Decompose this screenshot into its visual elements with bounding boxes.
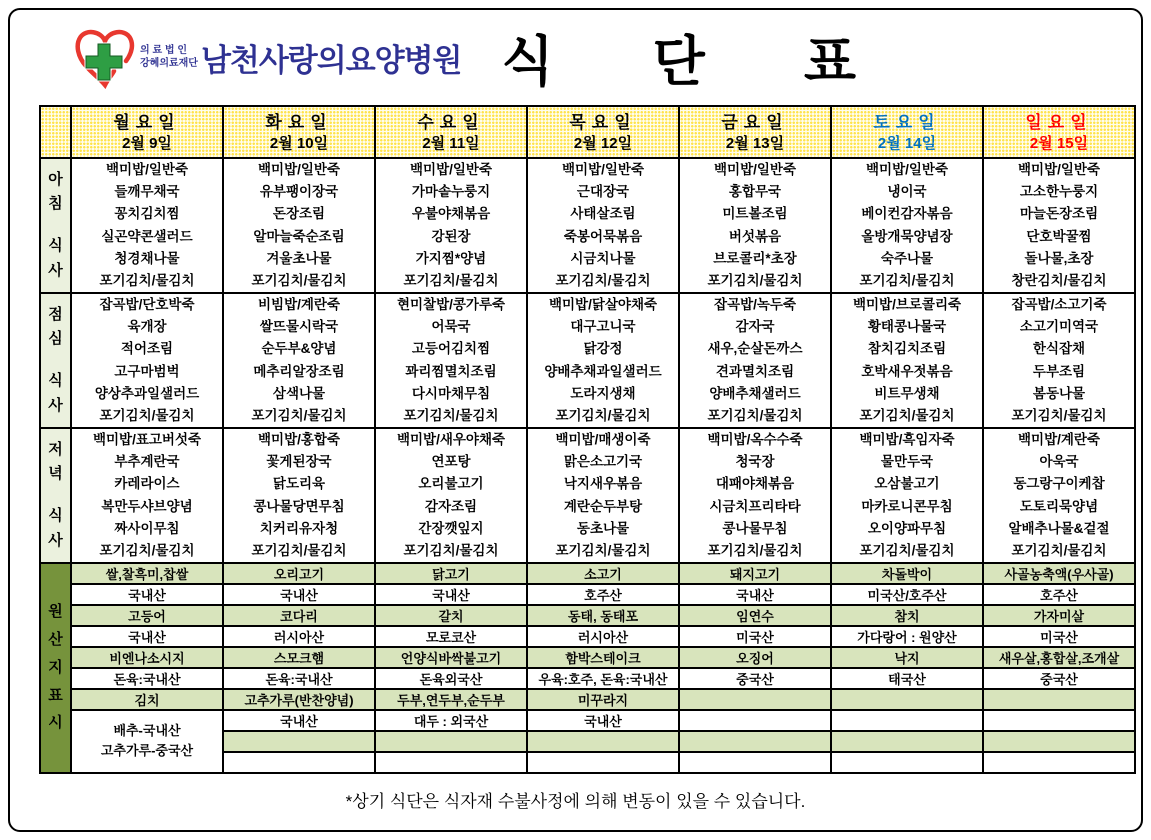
- meal-item: 어묵국: [431, 319, 471, 335]
- meal-label-chars: [41, 159, 70, 292]
- meal-item: 청경채나물: [114, 250, 180, 266]
- origin-merged-line: 배추-국내산: [113, 722, 181, 738]
- meal-item: 꽈리찜멸치조림: [405, 363, 497, 379]
- meal-item: 백미밥/일반죽: [1018, 162, 1100, 178]
- meal-menu-cell: [679, 293, 831, 428]
- meal-item: 시금치프리타타: [709, 498, 801, 514]
- origin-cell: 고추가루(반찬양념): [223, 689, 375, 710]
- meal-item: 잡곡밥/소고기죽: [1011, 297, 1107, 313]
- meal-label-group: [48, 234, 63, 284]
- meal-item: 견과멸치조림: [715, 363, 795, 379]
- meal-item: 백미밥/일반죽: [410, 162, 492, 178]
- day-header-cell: [679, 106, 831, 158]
- meal-item: 포기김치/물김치: [403, 542, 499, 558]
- meal-item: 백미밥/브로콜리죽: [852, 297, 962, 313]
- origin-cell: 코다리: [223, 605, 375, 626]
- meal-item: 청국장: [735, 454, 775, 470]
- origin-row: [40, 710, 1135, 731]
- page-header: [10, 10, 1141, 105]
- origin-merged-line: 고추가루-중국산: [100, 743, 194, 759]
- origin-merged-cell: [71, 710, 223, 773]
- meal-item: 황태콩나물국: [867, 319, 947, 335]
- day-name: 수요일: [417, 112, 485, 132]
- meal-item: 적어조림: [120, 341, 174, 357]
- origin-cell: 호주산: [983, 584, 1135, 605]
- meal-label-group: [48, 504, 63, 554]
- meal-item: 양상추과일샐러드: [94, 385, 200, 401]
- meal-label-group: [48, 168, 63, 218]
- meal-item: 소고기미역국: [1019, 319, 1099, 335]
- origin-cell: 참치: [831, 605, 983, 626]
- origin-cell: 차돌박이: [831, 563, 983, 584]
- meal-item: 맑은소고기국: [563, 454, 643, 470]
- meal-item: 포기김치/물김치: [859, 272, 955, 288]
- meal-item: 메추리알장조림: [253, 363, 345, 379]
- origin-cell: [375, 752, 527, 773]
- origin-cell: 비엔나소시지: [71, 647, 223, 668]
- meal-item: 비트무생채: [874, 385, 940, 401]
- day-header-row: [40, 106, 1135, 158]
- origin-cell: 동태, 동태포: [527, 605, 679, 626]
- meal-menu-cell: [679, 428, 831, 563]
- meal-item: 포기김치/물김치: [1011, 407, 1107, 423]
- meal-item: 대구고니국: [570, 319, 636, 335]
- meal-item: 가마솥누룽지: [411, 184, 491, 200]
- origin-cell: 쌀,찰흑미,찹쌀: [71, 563, 223, 584]
- origin-cell: 미꾸라지: [527, 689, 679, 710]
- meal-item: 백미밥/닭살야채죽: [548, 297, 658, 313]
- origin-cell: [831, 731, 983, 752]
- day-header-cell: [223, 106, 375, 158]
- origin-label-chars: [41, 598, 70, 737]
- meal-item: 새우,순살돈까스: [707, 341, 803, 357]
- meal-item: 포기김치/물김치: [555, 272, 651, 288]
- meal-item: 포기김치/물김치: [707, 272, 803, 288]
- day-date: 2월 10일: [269, 135, 329, 153]
- meal-item: 강된장: [431, 228, 471, 244]
- meal-item: 포기김치/물김치: [99, 542, 195, 558]
- meal-item: 포기김치/물김치: [859, 407, 955, 423]
- origin-cell: 중국산: [679, 668, 831, 689]
- meal-item: 카레라이스: [114, 476, 180, 492]
- meal-label-group: [48, 438, 63, 488]
- meal-item: 감자조림: [424, 498, 478, 514]
- meal-menu-cell: [983, 428, 1135, 563]
- meal-label-char: 사: [48, 261, 63, 279]
- origin-cell: [983, 689, 1135, 710]
- hospital-name: 남천사랑의요양병원: [200, 43, 462, 78]
- meal-item: 백미밥/일반죽: [714, 162, 796, 178]
- meal-item: 백미밥/일반죽: [258, 162, 340, 178]
- meal-label-group: [48, 303, 63, 353]
- day-name: 토요일: [873, 112, 941, 132]
- meal-menu-cell: [983, 158, 1135, 293]
- meal-item: 도토리묵양념: [1019, 498, 1099, 514]
- day-header-cell: [831, 106, 983, 158]
- day-date: 2월 9일: [122, 135, 172, 153]
- meal-item: 포기김치/물김치: [99, 407, 195, 423]
- meal-item: 백미밥/홍합죽: [258, 432, 340, 448]
- meal-menu-cell: [223, 158, 375, 293]
- day-date: 2월 14일: [877, 135, 937, 153]
- meal-item: 베이컨감자볶음: [861, 206, 953, 222]
- meal-item: 오리불고기: [418, 476, 484, 492]
- origin-label-char: 표: [48, 686, 63, 704]
- meal-item: 창란김치/물김치: [1011, 272, 1107, 288]
- day-header-cell: [527, 106, 679, 158]
- day-date: 2월 13일: [725, 135, 785, 153]
- meal-item: 포기김치/물김치: [555, 407, 651, 423]
- meal-item: 순두부&양념: [261, 341, 337, 357]
- meal-item: 닭도리육: [272, 476, 326, 492]
- meal-item: 백미밥/옥수수죽: [707, 432, 803, 448]
- meal-menu-cell: [831, 293, 983, 428]
- meal-item: 콩나물당면무침: [253, 498, 345, 514]
- meal-item: 백미밥/계란죽: [1018, 432, 1100, 448]
- meal-item: 포기김치/물김치: [403, 407, 499, 423]
- meal-row: [40, 428, 1135, 563]
- meal-item: 마늘돈장조림: [1019, 206, 1099, 222]
- meal-item: 간장깻잎지: [418, 520, 484, 536]
- meal-label-char: 침: [48, 195, 63, 213]
- origin-cell: 낙지: [831, 647, 983, 668]
- meal-item: 포기김치/물김치: [403, 272, 499, 288]
- origin-cell: [831, 689, 983, 710]
- meal-item: 한식잡채: [1032, 341, 1086, 357]
- origin-cell: [679, 710, 831, 731]
- origin-cell: 국내산: [223, 710, 375, 731]
- meal-menu-cell: [527, 293, 679, 428]
- meal-item: 가지찜*양념: [415, 250, 487, 266]
- meal-item: 다시마채무침: [411, 385, 491, 401]
- meal-menu-cell: [527, 158, 679, 293]
- meal-menu-cell: [71, 293, 223, 428]
- origin-row: [40, 626, 1135, 647]
- origin-cell: [223, 752, 375, 773]
- origin-cell: 우육:호주, 돈육:국내산: [527, 668, 679, 689]
- origin-row: [40, 605, 1135, 626]
- origin-cell: 국내산: [375, 584, 527, 605]
- meal-item: 마카로니콘무침: [861, 498, 953, 514]
- origin-row: [40, 584, 1135, 605]
- logo-org-line2: 강혜의료재단: [140, 57, 198, 69]
- meal-item: 백미밥/일반죽: [562, 162, 644, 178]
- footer-note: *상기 식단은 식자재 수불사정에 의해 변동이 있을 수 있습니다.: [345, 791, 806, 811]
- meal-label-group: [48, 369, 63, 419]
- meal-label-char: 식: [48, 237, 63, 254]
- meal-item: 비빔밥/계란죽: [258, 297, 340, 313]
- meal-item: 포기김치/물김치: [555, 542, 651, 558]
- meal-item: 물만두국: [880, 454, 934, 470]
- origin-cell: 소고기: [527, 563, 679, 584]
- origin-cell: 돈육:국내산: [71, 668, 223, 689]
- meal-item: 대패야채볶음: [715, 476, 795, 492]
- origin-cell: [679, 731, 831, 752]
- meal-menu-cell: [831, 428, 983, 563]
- meal-menu-cell: [375, 158, 527, 293]
- meal-item: 호박새우젓볶음: [861, 363, 953, 379]
- meal-item: 양배추채샐러드: [709, 385, 801, 401]
- meal-item: 양배추채과일샐러드: [544, 363, 662, 379]
- meal-item: 현미찰밥/콩가루죽: [396, 297, 506, 313]
- meal-item: 참치김치조림: [867, 341, 947, 357]
- origin-cell: 중국산: [983, 668, 1135, 689]
- meal-item: 백미밥/표고버섯죽: [92, 432, 202, 448]
- meal-item: 단호박꿀찜: [1026, 228, 1092, 244]
- meal-item: 포기김치/물김치: [251, 407, 347, 423]
- meal-menu-cell: [527, 428, 679, 563]
- meal-item: 쌀뜨물시락국: [259, 319, 339, 335]
- meal-item: 미트볼조림: [722, 206, 788, 222]
- origin-cell: 태국산: [831, 668, 983, 689]
- day-header-cell: [983, 106, 1135, 158]
- meal-item: 복만두샤브양념: [101, 498, 193, 514]
- meal-item: 고구마범벅: [114, 363, 180, 379]
- origin-cell: 스모크햄: [223, 647, 375, 668]
- meal-menu-cell: [375, 293, 527, 428]
- day-date: 2월 11일: [422, 135, 480, 153]
- meal-item: 오이양파무침: [867, 520, 947, 536]
- meal-item: 돌나물,초장: [1024, 250, 1094, 266]
- origin-cell: 미국산/호주산: [831, 584, 983, 605]
- meal-item: 동초나물: [576, 520, 630, 536]
- meal-item: 닭강정: [583, 341, 623, 357]
- origin-label-char: 산: [48, 631, 63, 649]
- meal-item: 죽봉어묵볶음: [563, 228, 643, 244]
- day-date: 2월 12일: [573, 135, 633, 153]
- meal-item: 버섯볶음: [728, 228, 782, 244]
- day-name: 월요일: [113, 112, 181, 132]
- meal-menu-cell: [223, 293, 375, 428]
- meal-item: 잡곡밥/녹두죽: [714, 297, 796, 313]
- origin-cell: 오리고기: [223, 563, 375, 584]
- meal-item: 봄동나물: [1032, 385, 1086, 401]
- day-header-cell: [71, 106, 223, 158]
- day-name: 화요일: [265, 112, 333, 132]
- meal-plan-table: [39, 105, 1136, 774]
- origin-label-char: 지: [48, 658, 63, 676]
- origin-cell: 함박스테이크: [527, 647, 679, 668]
- origin-cell: [983, 752, 1135, 773]
- meal-item: 꽃게된장국: [266, 454, 332, 470]
- meal-item: 포기김치/물김치: [251, 542, 347, 558]
- meal-item: 백미밥/새우야채죽: [396, 432, 506, 448]
- meal-section-label: [40, 158, 71, 293]
- meal-item: 들깨무채국: [114, 184, 180, 200]
- meal-row: [40, 293, 1135, 428]
- origin-cell: 새우살,홍합살,조개살: [983, 647, 1135, 668]
- origin-cell: 임연수: [679, 605, 831, 626]
- origin-cell: 러시아산: [223, 626, 375, 647]
- origin-cell: 돈육외국산: [375, 668, 527, 689]
- origin-section-label: [40, 563, 71, 773]
- meal-label-char: 사: [48, 531, 63, 549]
- meal-label-char: 아: [48, 170, 63, 188]
- origin-cell: 모로코산: [375, 626, 527, 647]
- meal-item: 잡곡밥/단호박죽: [99, 297, 195, 313]
- meal-section-label: [40, 428, 71, 563]
- meal-item: 삼색나물: [272, 385, 326, 401]
- origin-cell: 국내산: [679, 584, 831, 605]
- meal-item: 연포탕: [431, 454, 471, 470]
- meal-plan-page: [8, 8, 1143, 832]
- meal-menu-cell: [71, 428, 223, 563]
- logo-org-text: [140, 45, 198, 70]
- logo-org-line1: 의 료 법 인: [140, 45, 187, 56]
- origin-cell: 김치: [71, 689, 223, 710]
- heart-cross-logo-icon: [72, 27, 138, 89]
- meal-item: 낙지새우볶음: [563, 476, 643, 492]
- meal-item: 우불야채볶음: [411, 206, 491, 222]
- meal-item: 시금치나물: [570, 250, 636, 266]
- meal-label-chars: [41, 294, 70, 427]
- origin-cell: 닭고기: [375, 563, 527, 584]
- origin-cell: 국내산: [223, 584, 375, 605]
- day-name: 금요일: [721, 112, 789, 132]
- meal-item: 실곤약콘샐러드: [101, 228, 193, 244]
- day-date: 2월 15일: [1029, 135, 1089, 153]
- meal-item: 콩나물무침: [722, 520, 788, 536]
- meal-item: 사태살조림: [570, 206, 636, 222]
- origin-cell: 사골농축액(우사골): [983, 563, 1135, 584]
- origin-cell: 언양식바싹불고기: [375, 647, 527, 668]
- meal-label-char: 사: [48, 396, 63, 414]
- origin-cell: 갈치: [375, 605, 527, 626]
- origin-cell: [223, 731, 375, 752]
- meal-item: 유부팽이장국: [259, 184, 339, 200]
- meal-item: 계란순두부탕: [563, 498, 643, 514]
- meal-item: 백미밥/흑임자죽: [859, 432, 955, 448]
- day-header-cell: [375, 106, 527, 158]
- meal-item: 홍합무국: [728, 184, 782, 200]
- meal-item: 치커리유자청: [259, 520, 339, 536]
- origin-cell: 대두 : 외국산: [375, 710, 527, 731]
- meal-label-char: 식: [48, 372, 63, 389]
- origin-cell: 국내산: [71, 584, 223, 605]
- meal-label-char: 점: [48, 305, 63, 323]
- meal-item: 숙주나물: [880, 250, 934, 266]
- meal-item: 알마늘죽순조림: [253, 228, 345, 244]
- meal-item: 포기김치/물김치: [251, 272, 347, 288]
- origin-row: [40, 689, 1135, 710]
- origin-row: [40, 668, 1135, 689]
- meal-label-chars: [41, 429, 70, 562]
- origin-cell: 고등어: [71, 605, 223, 626]
- origin-cell: [679, 752, 831, 773]
- origin-row: [40, 563, 1135, 584]
- meal-item: 돈장조림: [272, 206, 326, 222]
- origin-label-char: 시: [48, 714, 63, 732]
- meal-menu-cell: [375, 428, 527, 563]
- origin-cell: 돼지고기: [679, 563, 831, 584]
- origin-label-char: 원: [48, 603, 63, 621]
- origin-cell: 미국산: [679, 626, 831, 647]
- meal-item: 포기김치/물김치: [707, 407, 803, 423]
- origin-cell: [375, 731, 527, 752]
- meal-item: 두부조림: [1032, 363, 1086, 379]
- origin-cell: [831, 752, 983, 773]
- day-name: 일요일: [1025, 112, 1093, 132]
- meal-item: 부추계란국: [114, 454, 180, 470]
- meal-item: 백미밥/일반죽: [106, 162, 188, 178]
- meal-menu-cell: [679, 158, 831, 293]
- meal-menu-cell: [831, 158, 983, 293]
- origin-cell: 돈육:국내산: [223, 668, 375, 689]
- corner-cell: [40, 106, 71, 158]
- meal-label-char: 저: [48, 440, 63, 458]
- meal-item: 백미밥/매생이죽: [555, 432, 651, 448]
- meal-label-char: 심: [48, 330, 63, 348]
- origin-cell: 국내산: [71, 626, 223, 647]
- origin-cell: 러시아산: [527, 626, 679, 647]
- meal-menu-cell: [71, 158, 223, 293]
- meal-label-char: 식: [48, 507, 63, 524]
- hospital-logo: [72, 27, 461, 89]
- meal-item: 냉이국: [887, 184, 927, 200]
- meal-item: 포기김치/물김치: [1011, 542, 1107, 558]
- meal-item: 감자국: [735, 319, 775, 335]
- meal-item: 포기김치/물김치: [707, 542, 803, 558]
- origin-cell: 두부,연두부,순두부: [375, 689, 527, 710]
- origin-cell: [983, 731, 1135, 752]
- meal-item: 올방개묵양념장: [861, 228, 953, 244]
- meal-item: 아욱국: [1039, 454, 1079, 470]
- page-title: 식 단 표: [501, 32, 858, 92]
- meal-item: 도라지생채: [570, 385, 636, 401]
- meal-item: 포기김치/물김치: [859, 542, 955, 558]
- meal-menu-cell: [223, 428, 375, 563]
- meal-row: [40, 158, 1135, 293]
- meal-item: 고등어김치찜: [411, 341, 491, 357]
- meal-item: 꽁치김치찜: [114, 206, 180, 222]
- meal-item: 짜사이무침: [114, 520, 180, 536]
- meal-item: 포기김치/물김치: [99, 272, 195, 288]
- meal-item: 근대장국: [576, 184, 630, 200]
- origin-cell: [679, 689, 831, 710]
- meal-item: 백미밥/일반죽: [866, 162, 948, 178]
- origin-cell: 호주산: [527, 584, 679, 605]
- origin-cell: 오징어: [679, 647, 831, 668]
- origin-cell: [983, 710, 1135, 731]
- meal-item: 겨울초나물: [266, 250, 332, 266]
- meal-item: 알배추나물&겉절: [1008, 520, 1110, 536]
- origin-cell: 가자미살: [983, 605, 1135, 626]
- origin-cell: 국내산: [527, 710, 679, 731]
- meal-label-char: 녁: [48, 465, 63, 483]
- origin-cell: [527, 731, 679, 752]
- origin-cell: 미국산: [983, 626, 1135, 647]
- meal-item: 브로콜리*초장: [713, 250, 797, 266]
- meal-item: 동그랑구이케찹: [1013, 476, 1105, 492]
- origin-cell: [527, 752, 679, 773]
- meal-item: 오삼불고기: [874, 476, 940, 492]
- origin-cell: [831, 710, 983, 731]
- origin-cell: 가다랑어 : 원양산: [831, 626, 983, 647]
- meal-menu-cell: [983, 293, 1135, 428]
- origin-row: [40, 647, 1135, 668]
- day-name: 목요일: [569, 112, 637, 132]
- meal-section-label: [40, 293, 71, 428]
- meal-item: 고소한누룽지: [1019, 184, 1099, 200]
- meal-item: 육개장: [127, 319, 167, 335]
